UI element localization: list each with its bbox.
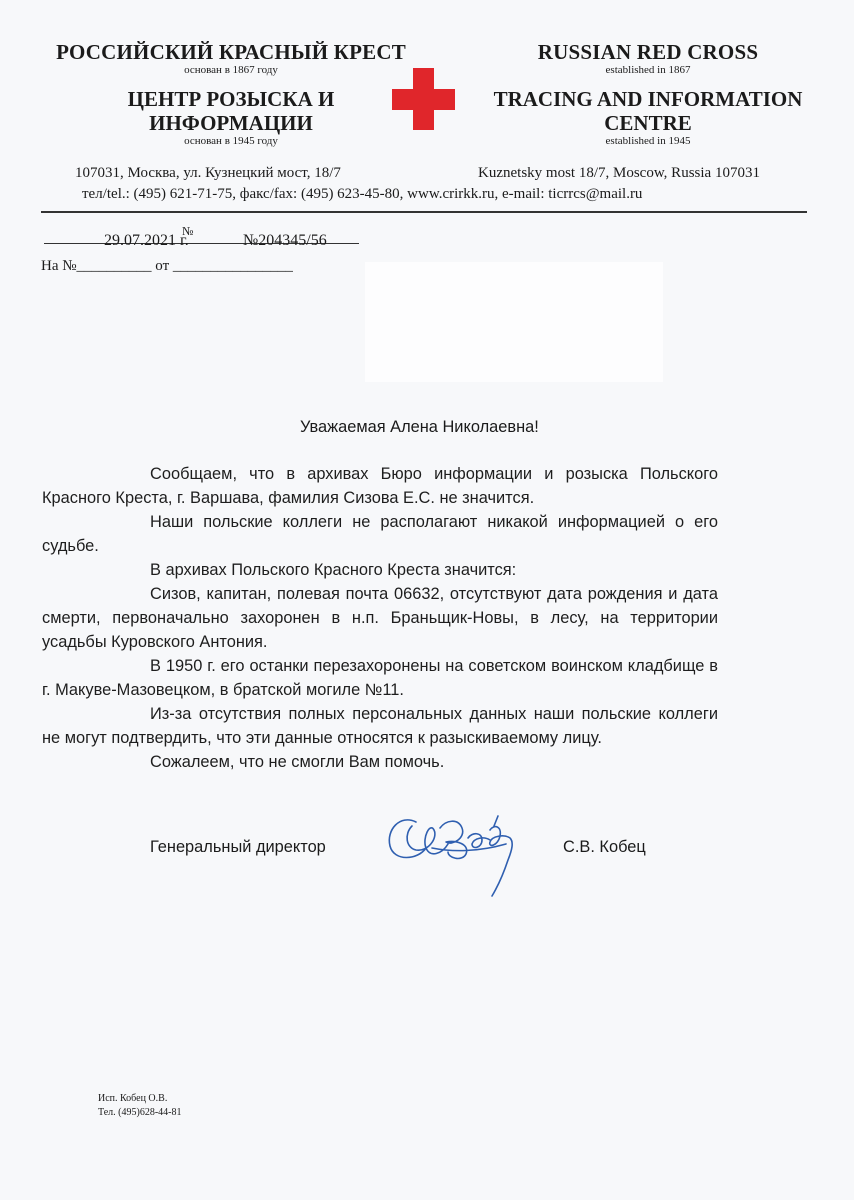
reply-to-line: На №__________ от ________________ bbox=[41, 258, 293, 274]
signatory-title: Генеральный директор bbox=[150, 838, 326, 856]
signatory-name: С.В. Кобец bbox=[563, 838, 646, 856]
header-en-address: Kuznetsky most 18/7, Moscow, Russia 107031 bbox=[478, 165, 760, 181]
header-en-org: RUSSIAN RED CROSS bbox=[537, 40, 759, 64]
header-ru-org-est: основан в 1867 году bbox=[184, 64, 278, 76]
header-divider bbox=[41, 211, 807, 213]
paragraph-6: Из-за отсутствия полных персональных данных наши польские коллеги не могут подтвердить, что эти данные относятся к разыскиваемому лицу. bbox=[42, 705, 718, 747]
letter-date: 29.07.2021 г. bbox=[104, 232, 189, 249]
paragraph-7: Сожалеем, что не смогли Вам помочь. bbox=[150, 753, 445, 771]
salutation: Уважаемая Алена Николаевна! bbox=[300, 418, 539, 436]
paragraph-1: Сообщаем, что в архивах Бюро информации и розыска Польского Красного Креста, г. Варшава, фамилия Сизова Е.С. не значится. bbox=[42, 465, 718, 507]
paragraph-5: В 1950 г. его останки перезахоронены на советском воинском кладбище в г. Макуве-Мазовецком, в братской могиле №11. bbox=[42, 657, 718, 699]
paragraph-4: Сизов, капитан, полевая почта 06632, отсутствуют дата рождения и дата смерти, первоначально захоронен в н.п. Браньщик-Новы, в лесу, на территории усадьбы Куровского Антония. bbox=[42, 585, 718, 651]
header-en-block bbox=[448, 40, 848, 148]
signature-icon bbox=[382, 808, 524, 904]
paragraph-3: В архивах Польского Красного Креста значится: bbox=[150, 561, 517, 579]
header-ru-centre-line2: ИНФОРМАЦИИ bbox=[149, 111, 313, 135]
header-ru-centre-line1: ЦЕНТР РОЗЫСКА И bbox=[127, 87, 335, 111]
header-ru-org: РОССИЙСКИЙ КРАСНЫЙ КРЕСТ bbox=[56, 40, 406, 64]
footer-phone: Тел. (495)628-44-81 bbox=[98, 1107, 182, 1118]
header-ru-address: 107031, Москва, ул. Кузнецкий мост, 18/7 bbox=[75, 165, 341, 181]
red-cross-icon bbox=[392, 68, 455, 130]
header-contacts: тел/tel.: (495) 621-71-75, факс/fax: (495) 623-45-80, www.crirkk.ru, e-mail: ticrrcs@mail.ru bbox=[82, 186, 643, 202]
letter-body bbox=[42, 462, 718, 774]
paragraph-2: Наши польские коллеги не располагают никакой информацией о его судьбе. bbox=[42, 513, 718, 555]
header-ru-block bbox=[31, 40, 431, 148]
recipient-address-area bbox=[365, 262, 663, 382]
header-en-centre-line1: TRACING AND INFORMATION bbox=[493, 87, 803, 111]
header-en-centre-line2: CENTRE bbox=[604, 111, 692, 135]
header-ru-centre-est: основан в 1945 году bbox=[184, 135, 278, 147]
header-en-org-est: established in 1867 bbox=[605, 64, 691, 76]
number-symbol: № bbox=[182, 224, 194, 238]
footer-executor: Исп. Кобец О.В. bbox=[98, 1093, 168, 1104]
letter-number: №204345/56 bbox=[243, 232, 327, 249]
header-en-centre-est: established in 1945 bbox=[605, 135, 691, 147]
